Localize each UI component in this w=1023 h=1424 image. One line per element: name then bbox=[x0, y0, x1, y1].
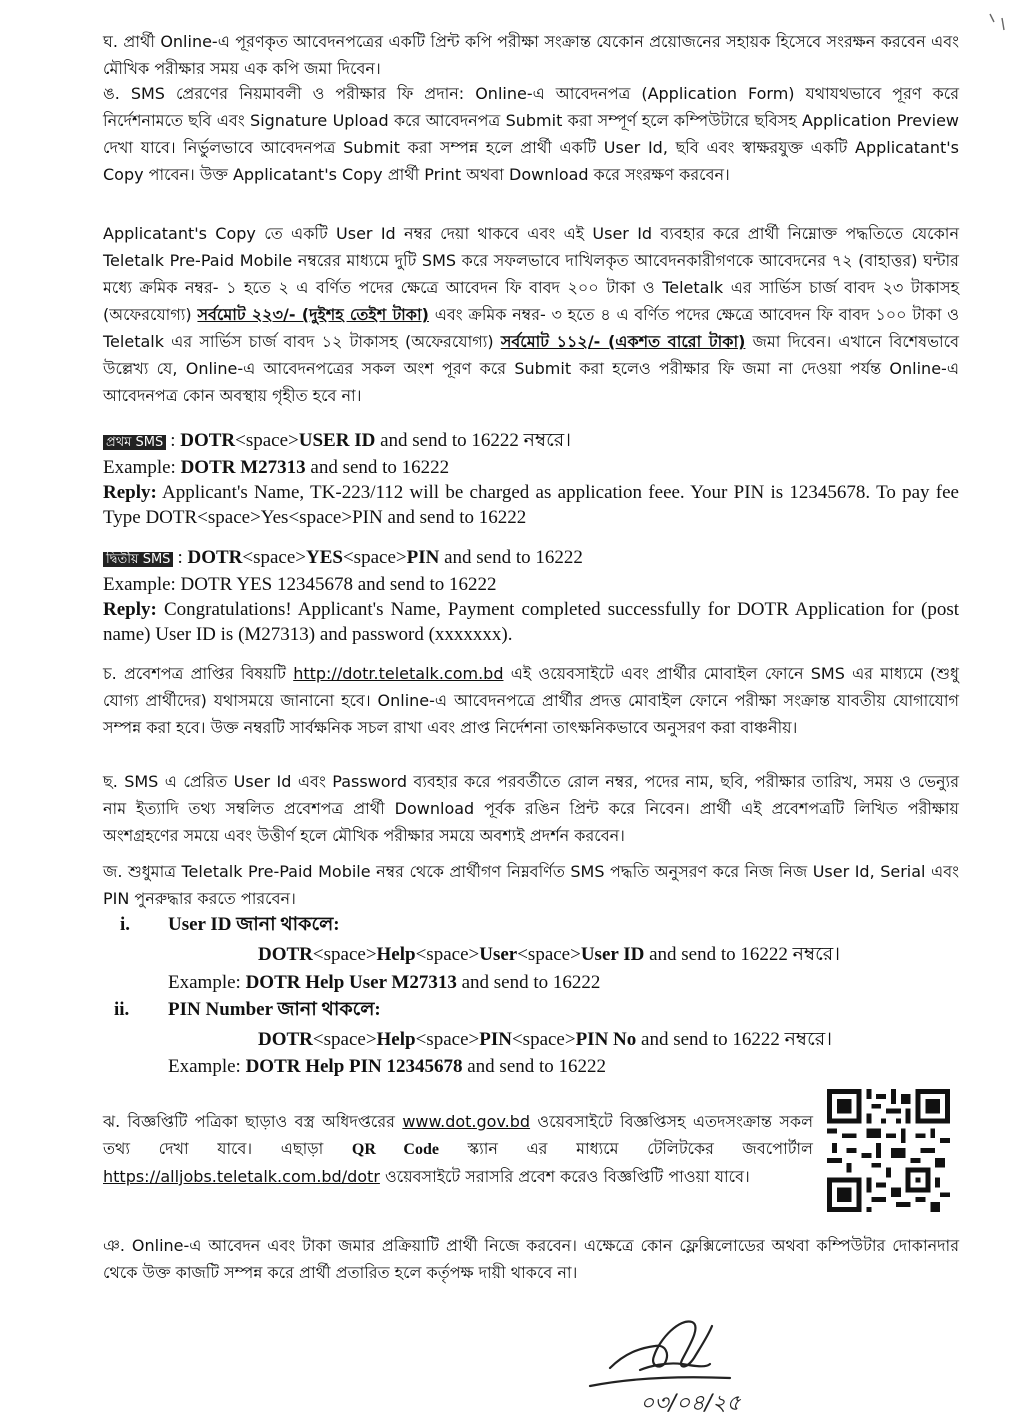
recovery-user-example-label: Example: bbox=[168, 972, 246, 993]
dot-website-link[interactable]: www.dot.gov.bd bbox=[402, 1112, 531, 1131]
recovery-user-numeral: i. bbox=[120, 914, 131, 935]
recovery-pin-heading-text: PIN Number জানা থাকলে: bbox=[168, 999, 381, 1020]
sms-second-example-line: Example: DOTR YES 12345678 and send to 16222 bbox=[103, 574, 497, 595]
sms-second-cmd-pin: PIN bbox=[406, 547, 440, 568]
fee-total-2: সর্বমোট ১১২/- (একশত বারো টাকা) bbox=[500, 332, 746, 351]
sms-first-example-tail: and send to 16222 bbox=[305, 457, 450, 478]
sms-second-reply-text: Congratulations! Applicant's Name, Payment completed successfully for DOTR Application for (post name) User ID is (M27313) and password (xxxxxxx). bbox=[103, 599, 959, 645]
sms-first-cmd-space: <space> bbox=[235, 430, 299, 451]
fee-total-1: সর্বমোট ২২৩/- (দুইশহ তেইশ টাকা) bbox=[197, 305, 429, 324]
fee-text-3: জমা দিবেন। এখানে বিশেষভাবে উল্লেখ্য যে, Online-এ আবেদনপত্রের সকল অংশ পূরণ করে Submit করা হলেও পরীক্ষার ফি জমা না দেওয়া পর্যন্ত Online-এ আবেদনপত্র কোন অবস্থায় গৃহীত হবে না। bbox=[103, 332, 959, 405]
recovery-pin-example-label: Example: bbox=[168, 1056, 246, 1077]
sms-second-cmd-space-1: <space> bbox=[242, 547, 306, 568]
admit-card-link[interactable]: http://dotr.teletalk.com.bd bbox=[293, 664, 504, 683]
recovery-pin-cmd-sp1: <space> bbox=[312, 1029, 377, 1050]
signature-date: ০৩/০৪/২৫ bbox=[640, 1391, 741, 1416]
paragraph-jha bbox=[103, 1108, 813, 1190]
recovery-user-command bbox=[258, 941, 840, 968]
sms-first-cmd-tail: and send to 16222 নম্বরে। bbox=[375, 430, 572, 451]
recovery-user-heading-text: User ID জানা থাকলে: bbox=[168, 914, 340, 935]
sms-first-reply-line bbox=[103, 480, 959, 530]
recovery-pin-heading bbox=[168, 996, 381, 1023]
sms-second-reply-label: Reply: bbox=[103, 599, 157, 620]
sms-first-example-label: Example: bbox=[103, 457, 181, 478]
recovery-user-heading-row bbox=[120, 911, 130, 938]
recovery-pin-example-code: DOTR Help PIN 12345678 bbox=[245, 1056, 463, 1077]
sms-second-tag: দ্বিতীয় SMS bbox=[103, 552, 173, 567]
recovery-pin-cmd-sp3: <space> bbox=[511, 1029, 576, 1050]
recovery-pin-example bbox=[168, 1053, 606, 1080]
sms-first-cmd-prefix: DOTR bbox=[180, 430, 236, 451]
sms-second-block bbox=[103, 545, 959, 647]
alljobs-link[interactable]: https://alljobs.teletalk.com.bd/dotr bbox=[103, 1167, 380, 1186]
recovery-pin-numeral-row bbox=[114, 996, 129, 1023]
qr-code-image[interactable] bbox=[827, 1089, 950, 1212]
sms-first-tag: প্রথম SMS bbox=[103, 435, 166, 450]
sms-first-cmd-user: USER ID bbox=[298, 430, 376, 451]
sms-first-example-code: DOTR M27313 bbox=[180, 457, 306, 478]
recovery-pin-cmd-sp2: <space> bbox=[415, 1029, 480, 1050]
paragraph-nya bbox=[103, 1232, 959, 1286]
sms-second-cmd-yes: YES bbox=[306, 547, 343, 568]
paragraph-nya-text: ঞ. Online-এ আবেদন এবং টাকা জমার প্রক্রিয়াটি প্রার্থী নিজে করবেন। এক্ষেত্রে কোন ফ্লেক্সিলোডের অথবা কম্পিউটার দোকানদার থেকে উক্ত কাজটি সম্পন্ন করে প্রার্থী প্রতারিত হলে কর্তৃপক্ষ দায়ী থাকবে না। bbox=[103, 1236, 959, 1282]
recovery-user-cmd-sp1: <space> bbox=[312, 944, 377, 965]
recovery-user-heading bbox=[168, 911, 340, 938]
recovery-user-cmd-sp3: <space> bbox=[517, 944, 581, 965]
cha-text-1: চ. প্রবেশপত্র প্রাপ্তির বিষয়টি bbox=[103, 664, 294, 683]
cha-text-2: এই ওয়েবসাইটে এবং প্রার্থীর মোবাইল ফোনে SMS এর মাধ্যমে (শুধু যোগ্য প্রার্থীদের) যথাসময়ে জানানো হবে। Online-এ আবেদনপত্রে প্রার্থীর প্রদত্ত মোবাইল ফোনে পরীক্ষা সংক্রান্ত যাবতীয় যোগাযোগ সম্পন্ন করা হবে। উক্ত নম্বরটি সার্বক্ষনিক সচল রাখা এবং প্রাপ্ত নির্দেশনা তাৎক্ষনিকভাবে অনুসরণ করা বাঞ্চনীয়। bbox=[103, 664, 960, 737]
recovery-pin-cmd-b: Help bbox=[376, 1029, 416, 1050]
sms-second-cmd-space-2: <space> bbox=[342, 547, 407, 568]
sms-first-command-line: প্রথম SMS : DOTR<space>USER ID and send to 16222 নম্বরে। bbox=[103, 428, 959, 455]
sms-second-cmd-prefix: DOTR bbox=[187, 547, 243, 568]
recovery-pin-cmd-d: PIN No bbox=[575, 1029, 637, 1050]
recovery-pin-numeral: ii. bbox=[114, 999, 130, 1020]
sms-first-block bbox=[103, 428, 959, 530]
jha-text-3: স্ক্যান এর মাধ্যমে টেলিটকের জবপোর্টাল bbox=[438, 1139, 813, 1158]
recovery-user-cmd-sp2: <space> bbox=[415, 944, 480, 965]
paragraph-ja bbox=[103, 858, 959, 912]
recovery-pin-example-tail: and send to 16222 bbox=[462, 1056, 607, 1077]
paragraph-ja-text: জ. শুধুমাত্র Teletalk Pre-Paid Mobile নম্বর থেকে প্রার্থীগণ নিম্নবর্ণিত SMS পদ্ধতি অনুসরণ করে নিজ নিজ User Id, Serial এবং PIN পুনরুদ্ধার করতে পারবেন। bbox=[103, 862, 959, 908]
sms-second-reply-line bbox=[103, 597, 959, 647]
paragraph-chha-text: ছ. SMS এ প্রেরিত User Id এবং Password ব্যবহার করে পরবর্তীতে রোল নম্বর, পদের নাম, ছবি, পরীক্ষার তারিখ, সময় ও ভেন্যুর নাম ইত্যাদি তথ্য সম্বলিত প্রবেশপত্র প্রার্থী Download পূর্বক রঙিন প্রিন্ট করে নিবেন। প্রার্থী এই প্রবেশপত্রটি লিখিত পরীক্ষায় অংশগ্রহণের সময়ে এবং উত্তীর্ণ হলে মৌখিক পরীক্ষার সময়ে অবশ্যই প্রদর্শন করবেন। bbox=[103, 772, 959, 845]
jha-text-1: ঝ. বিজ্ঞপ্তিটি পত্রিকা ছাড়াও বস্ত্র অধিদপ্তরের bbox=[103, 1112, 403, 1131]
signature-image bbox=[570, 1308, 770, 1420]
recovery-user-example bbox=[168, 969, 600, 996]
paragraph-umo-text: ঙ. SMS প্রেরণের নিয়মাবলী ও পরীক্ষার ফি প্রদান: Online-এ আবেদনপত্র (Application Form) যথাযথভাবে পূরণ করে নির্দেশনামতে ছবি এবং Signature Upload করে আবেদনপত্র Submit করা সম্পূর্ণ হলে কম্পিউটারে ছবিসহ Application Preview দেখা যাবে। নির্ভুলভাবে আবেদনপত্র Submit করা সম্পন্ন হলে প্রার্থী একটি User Id, ছবি এবং স্বাক্ষরযুক্ত একটি Applicatant's Copy পাবেন। উক্ত Applicatant's Copy প্রার্থী Print অথবা Download করে সংরক্ষণ করবেন। bbox=[103, 84, 959, 184]
recovery-user-cmd-d: User ID bbox=[580, 944, 645, 965]
recovery-pin-cmd-tail: and send to 16222 নম্বরে। bbox=[636, 1029, 832, 1050]
paragraph-cha bbox=[103, 660, 959, 741]
recovery-user-example-code: DOTR Help User M27313 bbox=[245, 972, 457, 993]
qr-code-word: QR Code bbox=[351, 1141, 439, 1158]
sms-first-reply-label: Reply: bbox=[103, 482, 157, 503]
paragraph-gha bbox=[103, 28, 959, 82]
paragraph-chha bbox=[103, 768, 959, 849]
fee-text-1: Applicatant's Copy তে একটি User Id নম্বর দেয়া থাকবে এবং এই User Id ব্যবহার করে প্রার্থী নিম্নোক্ত পদ্ধতিতে যেকোন Teletalk Pre-Paid Mobile নম্বরের মাধ্যমে দুটি SMS করে সফলভাবে দাখিলকৃত আবেদনকারীগণকে আবেদনের ৭২ (বাহাত্তর) ঘন্টার মধ্যে ক্রমিক নম্বর- ১ হতে ২ এ বর্ণিত পদের ক্ষেত্রে আবেদন ফি বাবদ ২০০ টাকা ও Teletalk এর সার্ভিস চার্জ বাবদ ২৩ টাকাসহ (অফেরযোগ্য) bbox=[103, 224, 959, 324]
jha-text-2: ওয়েবসাইটে বিজ্ঞপ্তিসহ এতদসংক্রান্ত সকল তথ্য দেখা যাবে। এছাড়া bbox=[103, 1112, 814, 1158]
paragraph-gha-text: ঘ. প্রার্থী Online-এ পূরণকৃত আবেদনপত্রের একটি প্রিন্ট কপি পরীক্ষা সংক্রান্ত যেকোন প্রয়োজনের সহায়ক হিসেবে সংরক্ষন করবেন এবং মৌখিক পরীক্ষার সময় এক কপি জমা দিবেন। bbox=[103, 32, 959, 78]
recovery-user-example-tail: and send to 16222 bbox=[456, 972, 601, 993]
sms-first-example-line bbox=[103, 455, 959, 480]
recovery-user-cmd-tail: and send to 16222 নম্বরে। bbox=[644, 944, 841, 965]
sms-second-command-line: দ্বিতীয় SMS : DOTR<space>YES<space>PIN and send to 16222 bbox=[103, 545, 959, 572]
paragraph-fee bbox=[103, 220, 959, 409]
recovery-pin-cmd-c: PIN bbox=[479, 1029, 512, 1050]
recovery-pin-command bbox=[258, 1026, 832, 1053]
recovery-user-cmd-b: Help bbox=[376, 944, 416, 965]
paragraph-umo bbox=[103, 80, 959, 188]
scan-mark-icon bbox=[982, 8, 1012, 38]
fee-text-2: এবং ক্রমিক নম্বর- ৩ হতে ৪ এ বর্ণিত পদের ক্ষেত্রে আবেদন ফি বাবদ ১০০ টাকা ও Teletalk এর সার্ভিস চার্জ বাবদ ১২ টাকাসহ (অফেরযোগ্য) bbox=[103, 305, 959, 351]
recovery-user-cmd-a: DOTR bbox=[258, 944, 313, 965]
recovery-user-cmd-c: User bbox=[479, 944, 518, 965]
recovery-pin-cmd-a: DOTR bbox=[258, 1029, 313, 1050]
sms-second-cmd-tail: and send to 16222 bbox=[439, 547, 583, 568]
jha-text-4: ওয়েবসাইটে সরাসরি প্রবেশ করেও বিজ্ঞপ্তিটি পাওয়া যাবে। bbox=[379, 1167, 750, 1186]
sms-first-reply-text: Applicant's Name, TK-223/112 will be charged as application feee. Your PIN is 12345678. To pay fee Type DOTR<space>Yes<space>PIN and send to 16222 bbox=[103, 482, 959, 528]
